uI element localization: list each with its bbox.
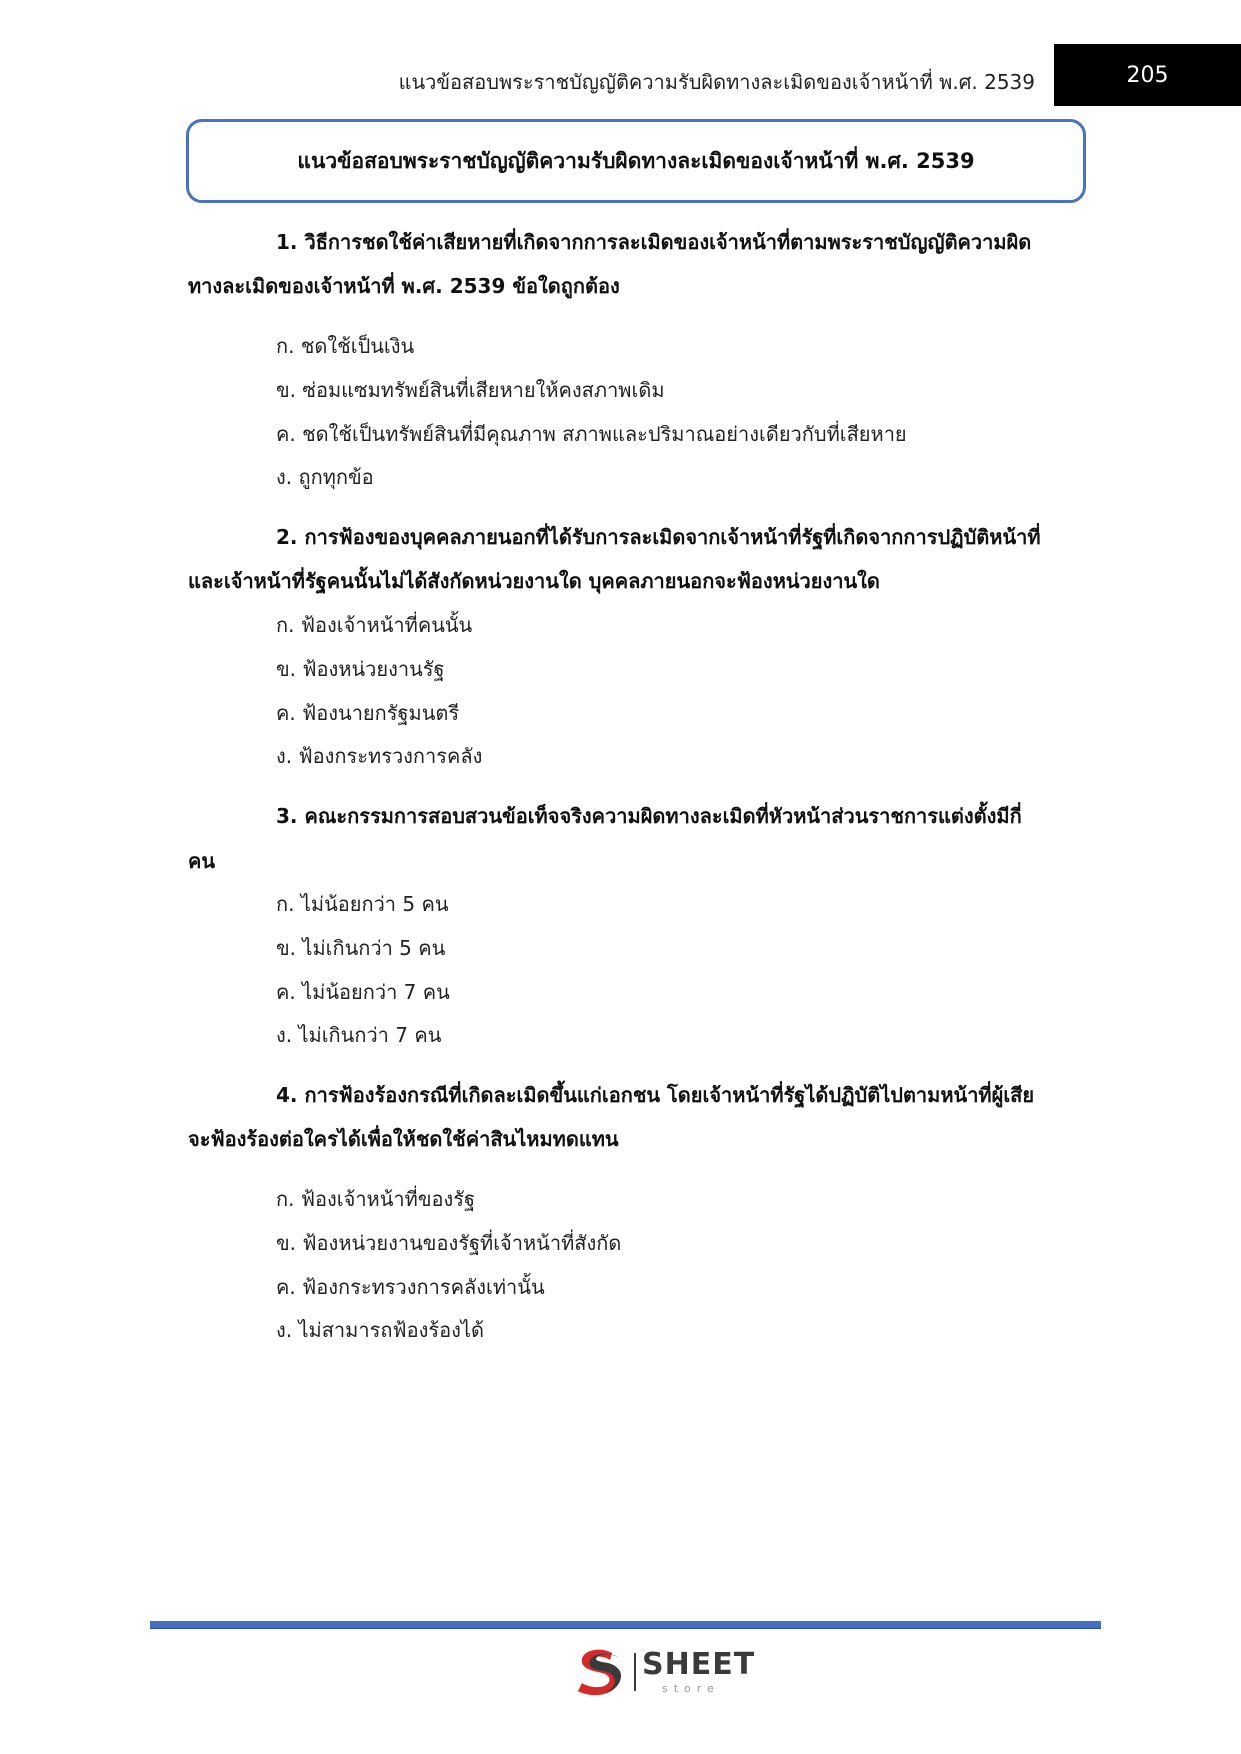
question-2-line-1: 2. การฟ้องของบุคคลภายนอกที่ได้รับการละเมิดจากเจ้าหน้าที่รัฐที่เกิดจากการปฏิบัติหน้าที่ bbox=[276, 525, 1041, 549]
running-header-title: แนวข้อสอบพระราชบัญญัติความรับผิดทางละเมิดของเจ้าหน้าที่ พ.ศ. 2539 bbox=[398, 70, 1035, 94]
question-2-option-a: ก. ฟ้องเจ้าหน้าที่คนนั้น bbox=[276, 613, 473, 637]
question-1-line-1: 1. วิธีการชดใช้ค่าเสียหายที่เกิดจากการละเมิดของเจ้าหน้าที่ตามพระราชบัญญัติความผิด bbox=[276, 230, 1032, 254]
question-3-line-1: 3. คณะกรรมการสอบสวนข้อเท็จจริงความผิดทางละเมิดที่หัวหน้าส่วนราชการแต่งตั้งมีกี่ bbox=[276, 804, 1022, 828]
question-4-option-a: ก. ฟ้องเจ้าหน้าที่ของรัฐ bbox=[276, 1187, 476, 1211]
question-3-option-d: ง. ไม่เกินกว่า 7 คน bbox=[276, 1023, 442, 1047]
footer-rule bbox=[150, 1621, 1101, 1629]
question-4-option-d: ง. ไม่สามารถฟ้องร้องได้ bbox=[276, 1318, 484, 1342]
logo-s-mark-icon bbox=[572, 1645, 628, 1699]
logo-wordmark: SHEET bbox=[642, 1647, 756, 1682]
question-1-option-c: ค. ชดใช้เป็นทรัพย์สินที่มีคุณภาพ สภาพและปริมาณอย่างเดียวกับที่เสียหาย bbox=[276, 422, 907, 446]
question-1-line-2: ทางละเมิดของเจ้าหน้าที่ พ.ศ. 2539 ข้อใดถูกต้อง bbox=[188, 274, 620, 298]
logo-divider bbox=[634, 1653, 636, 1691]
question-4-line-2: จะฟ้องร้องต่อใครได้เพื่อให้ชดใช้ค่าสินไหมทดแทน bbox=[188, 1127, 619, 1151]
question-3-option-b: ข. ไม่เกินกว่า 5 คน bbox=[276, 936, 446, 960]
question-1-option-d: ง. ถูกทุกข้อ bbox=[276, 465, 374, 489]
question-4-line-1: 4. การฟ้องร้องกรณีที่เกิดละเมิดขึ้นแก่เอกชน โดยเจ้าหน้าที่รัฐได้ปฏิบัติไปตามหน้าที่ผู้เสีย bbox=[276, 1083, 1035, 1107]
page-title: แนวข้อสอบพระราชบัญญัติความรับผิดทางละเมิดของเจ้าหน้าที่ พ.ศ. 2539 bbox=[297, 148, 975, 173]
question-4-option-c: ค. ฟ้องกระทรวงการคลังเท่านั้น bbox=[276, 1275, 545, 1299]
question-2-option-d: ง. ฟ้องกระทรวงการคลัง bbox=[276, 744, 483, 768]
question-3-option-c: ค. ไม่น้อยกว่า 7 คน bbox=[276, 980, 450, 1004]
page-number: 205 bbox=[1126, 62, 1169, 88]
question-2-option-b: ข. ฟ้องหน่วยงานรัฐ bbox=[276, 657, 445, 681]
sheet-store-logo bbox=[572, 1645, 756, 1699]
question-2-line-2: และเจ้าหน้าที่รัฐคนนั้นไม่ได้สังกัดหน่วยงานใด บุคคลภายนอกจะฟ้องหน่วยงานใด bbox=[188, 569, 880, 593]
question-3-line-2: คน bbox=[188, 849, 216, 873]
logo-subtext: store bbox=[662, 1682, 720, 1695]
title-box bbox=[186, 119, 1086, 203]
question-3-option-a: ก. ไม่น้อยกว่า 5 คน bbox=[276, 892, 449, 916]
question-1-option-a: ก. ชดใช้เป็นเงิน bbox=[276, 334, 415, 358]
question-4-option-b: ข. ฟ้องหน่วยงานของรัฐที่เจ้าหน้าที่สังกัด bbox=[276, 1231, 622, 1255]
page-number-box bbox=[1054, 44, 1241, 106]
question-2-option-c: ค. ฟ้องนายกรัฐมนตรี bbox=[276, 701, 460, 725]
question-1-option-b: ข. ซ่อมแซมทรัพย์สินที่เสียหายให้คงสภาพเดิม bbox=[276, 378, 665, 402]
